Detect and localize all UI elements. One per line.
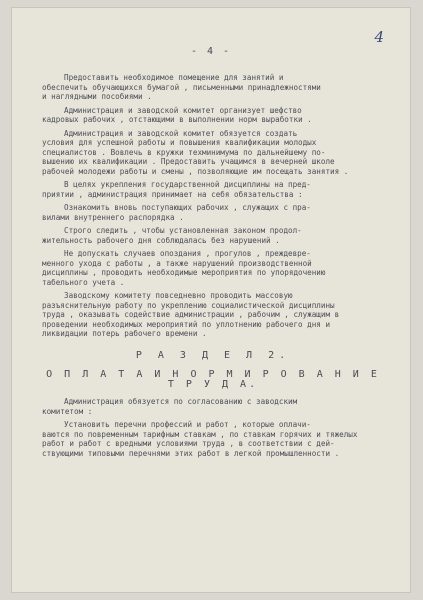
text-line: Не допускать случаев опоздания , прогулов , преждевре- [64,249,311,258]
text-line: труда , оказывать содействие администрации , рабочим , служащим в [42,310,340,319]
text-line: условия для успешной работы и повышения квалификации молодых [42,138,317,147]
text-line: разъяснительную работу по укреплению социалистической дисциплины [42,300,335,310]
page-number: - 4 - [190,46,232,57]
text-line: В целях укрепления государственной дисциплины на пред- [64,180,311,189]
text-line: Установить перечни профессий и работ , которые оплачи- [64,420,311,429]
text-line: специалистов . Вовлечь в кружки техминимума по дальнейшему по- [42,147,326,157]
text-line: Ознакомить вновь поступающих рабочих , служащих с пра- [64,203,311,212]
text-line: вилами внутреннего распорядка . [42,212,184,222]
text-line: комитетом : [42,406,93,416]
text-line: Администрация и заводской комитет организует шефство [64,105,302,115]
text-line: обеспечить обучающихся бумагой , письменными принадлежностями [42,82,321,92]
text-line: кадровых рабочих , отстающими в выполнении норм выработки . [42,115,312,124]
text-line: приятии , администрация принимает на себя обязательства : [42,189,303,199]
text-line: вышению их квалификации . Предоставить учащимся в вечерней школе [42,157,335,166]
text-line: Заводскому комитету повседневно проводить массовую [64,291,293,300]
text-line: рабочей молодежи работы и смены , позволяющие им посещать занятия . [42,166,349,176]
text-line: дисциплины , проводить необходимые мероприятия по упорядочению [42,268,326,277]
handwritten-page-number: 4 [374,28,384,46]
section-title: О П Л А Т А И Н О Р М И Р О В А Н И Е Т Р У Д А. [46,369,380,390]
text-line: Администрация и заводской комитет обязуется создать [64,128,298,138]
text-line: табельного учета . [42,277,125,287]
text-line: Строго следить , чтобы установленная законом продол- [64,226,302,235]
text-line: Предоставить необходимое помещение для занятий и [64,73,284,82]
document-page [12,8,410,592]
text-line: проведении необходимых мероприятий по уплотнению рабочего дня и [42,319,331,329]
text-line: менного ухода с работы , а также нарушений производственной [42,258,312,268]
text-line: ликвидации потерь рабочего времени . [42,329,207,338]
section-heading: Р А З Д Е Л 2. [135,349,291,361]
text-line: ваются по повременным тарифным ставкам , по ставкам горячих и тяжелых [42,429,358,439]
text-line: ствующими типовыми перечнями этих работ в легкой промышленности . [42,448,340,458]
text-line: и наглядными пособиями . [42,92,152,101]
document-body [42,73,384,458]
text-line: Администрация обязуется по согласованию с заводским [64,397,298,406]
text-line: работ и работ с вредными условиями труда , в соответствии с дей- [42,439,335,448]
text-line: жительность рабочего дня соблюдалась без нарушений . [42,235,280,245]
